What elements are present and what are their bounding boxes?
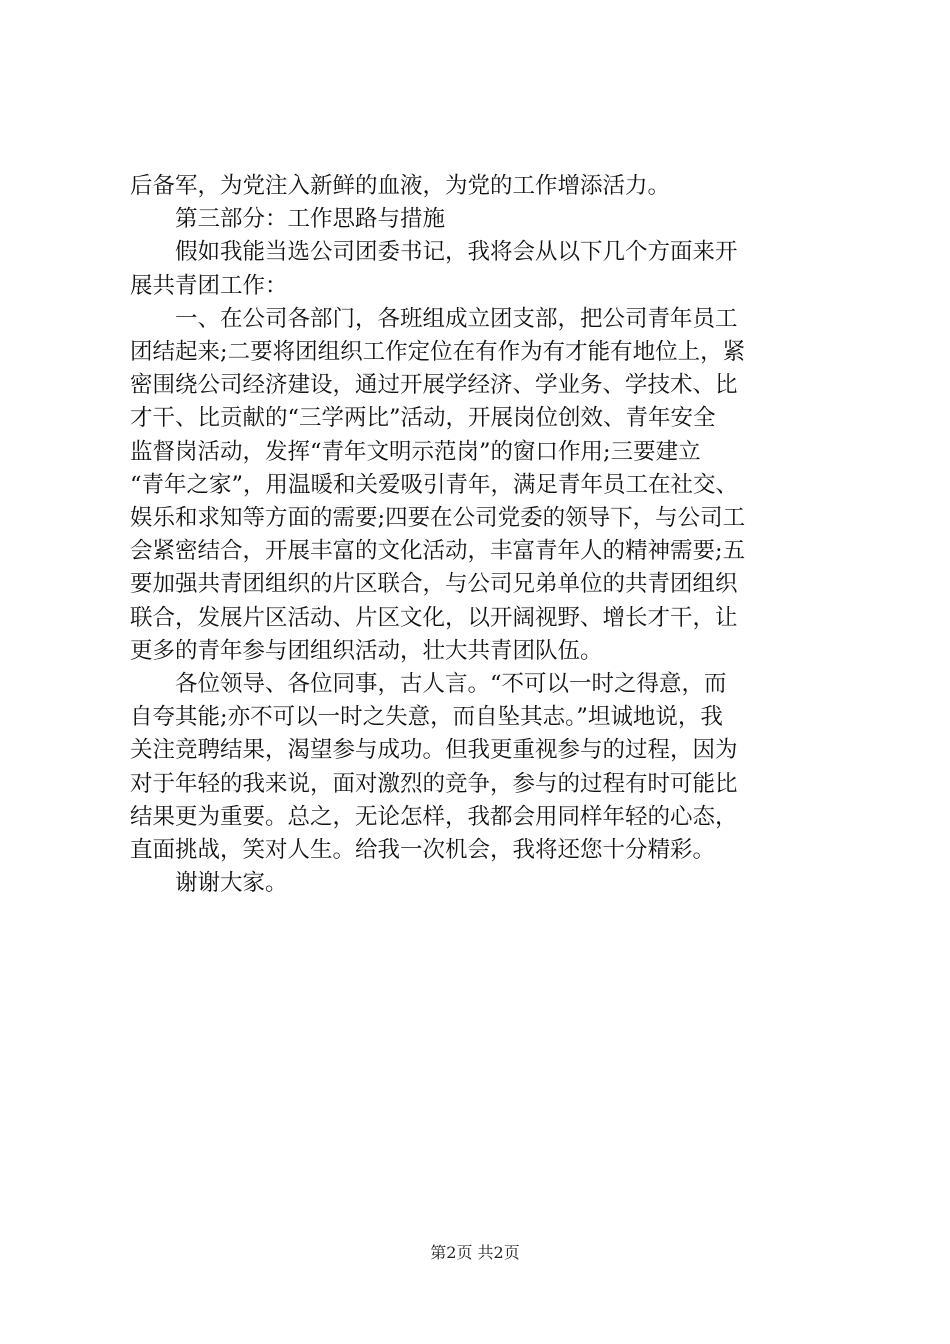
paragraph <box>130 203 830 236</box>
text-line: 对于年轻的我来说，面对激烈的竞争，参与的过程有时可能比 <box>130 770 738 797</box>
paragraph <box>130 170 830 203</box>
text-line: 监督岗活动，发挥“青年文明示范岗”的窗口作用;三要建立 <box>130 438 701 465</box>
text-line: 结果更为重要。总之，无论怎样，我都会用同样年轻的心态， <box>130 803 738 830</box>
text-line: 一、在公司各部门，各班组成立团支部，把公司青年员工 <box>175 305 738 332</box>
text-line: 后备军，为党注入新鲜的血液，为党的工作增添活力。 <box>130 173 671 199</box>
text-line: 密围绕公司经济建设，通过开展学经济、学业务、学技术、比 <box>130 372 738 399</box>
text-line: 团结起来;二要将团组织工作定位在有作为有才能有地位上，紧 <box>130 339 746 366</box>
text-line: 关注竞聘结果，渴望参与成功。但我更重视参与的过程，因为 <box>130 737 738 764</box>
document-body <box>130 170 830 900</box>
paragraph <box>130 867 830 900</box>
text-line: 会紧密结合，开展丰富的文化活动，丰富青年人的精神需要;五 <box>130 538 746 565</box>
text-line: 娱乐和求知等方面的需要;四要在公司党委的领导下，与公司工 <box>130 505 746 532</box>
paragraph <box>130 668 830 867</box>
paragraph <box>130 303 830 668</box>
text-line: 展共青团工作： <box>130 272 288 299</box>
text-line: 直面挑战，笑对人生。给我一次机会，我将还您十分精彩。 <box>130 837 716 864</box>
text-line: 各位领导、各位同事，古人言。“不可以一时之得意，而 <box>175 671 727 698</box>
text-line: 要加强共青团组织的片区联合，与公司兄弟单位的共青团组织 <box>130 571 738 598</box>
text-line: 联合，发展片区活动、片区文化，以开阔视野、增长才干，让 <box>130 604 738 631</box>
text-line: 自夸其能;亦不可以一时之失意，而自坠其志。”坦诚地说，我 <box>130 704 723 731</box>
text-line: 才干、比贡献的“三学两比”活动，开展岗位创效、青年安全 <box>130 405 716 432</box>
text-line: 谢谢大家。 <box>175 870 288 897</box>
text-line: 第三部分：工作思路与措施 <box>175 206 446 233</box>
page-footer: 第2页 共2页 <box>430 1243 520 1262</box>
text-line: 更多的青年参与团组织活动，壮大共青团队伍。 <box>130 637 603 664</box>
text-line: 假如我能当选公司团委书记，我将会从以下几个方面来开 <box>175 239 738 266</box>
paragraph <box>130 236 830 302</box>
text-line: “青年之家”，用温暖和关爱吸引青年，满足青年员工在社交、 <box>130 471 739 498</box>
